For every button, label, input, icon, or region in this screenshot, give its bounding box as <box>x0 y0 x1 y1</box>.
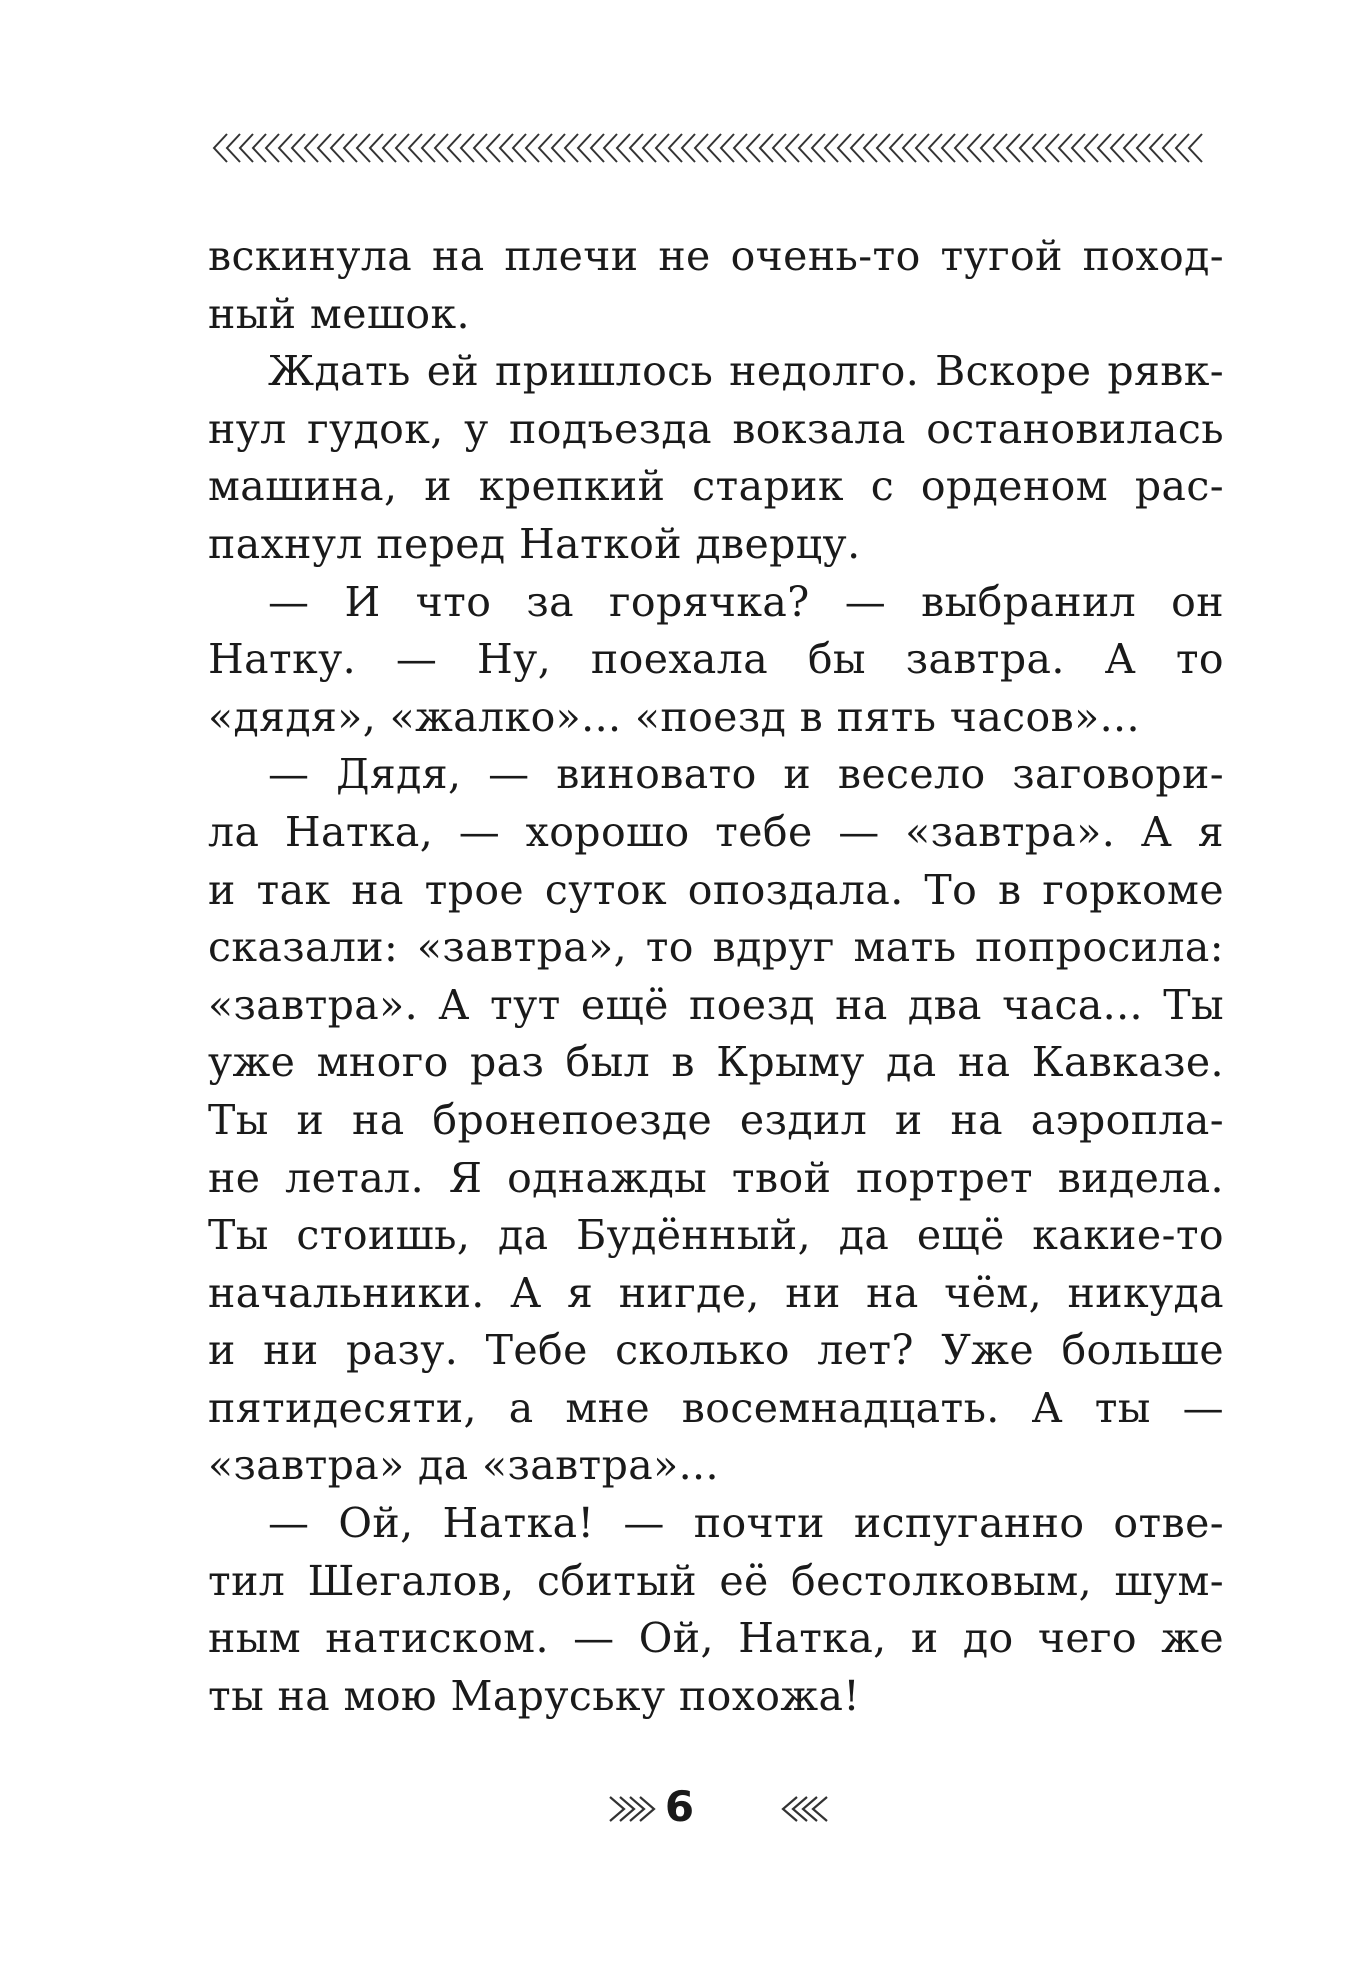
chevron-left-icon <box>1085 134 1098 162</box>
chevron-left-icon <box>773 134 786 162</box>
chevron-left-icon <box>708 134 721 162</box>
chevron-left-icon <box>1046 134 1059 162</box>
chevron-left-icon <box>396 134 409 162</box>
chevron-left-icon <box>409 134 422 162</box>
chevron-left-icon <box>448 134 461 162</box>
chevron-left-icon <box>1137 134 1150 162</box>
text-line: ты на мою Маруську похожа! <box>208 1671 861 1720</box>
text-line: пятидесяти, а мне восемнадцать. А ты — <box>208 1383 1224 1432</box>
chevron-left-icon <box>227 134 240 162</box>
chevron-left-icon <box>279 134 292 162</box>
header-chevron-ornament-icon <box>208 128 1224 168</box>
text-line: Ждать ей пришлось недолго. Вскоре рявк- <box>268 347 1224 396</box>
page-footer <box>0 1780 1359 1840</box>
chevron-left-icon <box>656 134 669 162</box>
text-line: — И что за горячка? — выбранил он <box>268 577 1224 626</box>
chevron-left-icon <box>331 134 344 162</box>
text-line: нул гудок, у подъезда вокзала остановилась <box>208 404 1224 453</box>
chevron-left-icon <box>929 134 942 162</box>
chevron-left-icon <box>604 134 617 162</box>
chevron-left-icon <box>760 134 773 162</box>
text-line: и так на трое суток опоздала. То в горкоме <box>208 865 1224 914</box>
paragraph <box>208 228 1224 343</box>
text-line: ный мешок. <box>208 289 470 338</box>
chevron-left-icon <box>903 134 916 162</box>
chevron-left-icon <box>1020 134 1033 162</box>
chevron-left-icon <box>955 134 968 162</box>
chevron-left-icon <box>292 134 305 162</box>
chevron-left-icon <box>942 134 955 162</box>
chevron-left-icon <box>1007 134 1020 162</box>
chevron-left-icon <box>968 134 981 162</box>
chevron-left-icon <box>812 134 825 162</box>
paragraph <box>208 1495 1224 1725</box>
chevron-left-icon <box>643 134 656 162</box>
chevron-left-icon <box>890 134 903 162</box>
chevron-left-icon <box>916 134 929 162</box>
text-line: уже много раз был в Крыму да на Кавказе. <box>208 1038 1224 1087</box>
chevron-left-icon <box>1098 134 1111 162</box>
text-line: «завтра». А тут ещё поезд на два часа... Ты <box>208 980 1224 1029</box>
text-line: Натку. — Ну, поехала бы завтра. А то <box>208 635 1224 684</box>
text-line: «завтра» да «завтра»... <box>208 1441 719 1490</box>
chevron-left-icon <box>253 134 266 162</box>
chevron-left-icon <box>500 134 513 162</box>
chevron-left-icon <box>240 134 253 162</box>
text-line: — Дядя, — виновато и весело заговори- <box>268 750 1224 799</box>
chevron-left-icon <box>630 134 643 162</box>
chevron-left-icon <box>1163 134 1176 162</box>
text-line: тил Шегалов, сбитый её бестолковым, шум- <box>208 1556 1224 1605</box>
chevron-left-icon <box>305 134 318 162</box>
chevron-left-icon <box>799 134 812 162</box>
chevron-left-icon <box>422 134 435 162</box>
chevron-left-icon <box>786 134 799 162</box>
chevron-left-icon <box>747 134 760 162</box>
chevron-left-icon <box>487 134 500 162</box>
text-line: — Ой, Натка! — почти испуганно отве- <box>268 1499 1224 1548</box>
chevron-left-icon <box>513 134 526 162</box>
text-line: начальники. А я нигде, ни на чём, никуда <box>208 1268 1224 1317</box>
chevron-left-icon <box>1072 134 1085 162</box>
text-line: вскинула на плечи не очень-то тугой поход- <box>208 232 1224 280</box>
chevron-left-icon <box>474 134 487 162</box>
chevron-left-icon <box>214 134 227 162</box>
chevron-left-icon <box>565 134 578 162</box>
page-body-text <box>208 228 1224 1725</box>
chevron-left-icon <box>266 134 279 162</box>
chevron-left-icon <box>1033 134 1046 162</box>
chevron-left-icon <box>1189 134 1202 162</box>
text-line: машина, и крепкий старик с орденом рас- <box>208 462 1224 511</box>
chevron-left-icon <box>1059 134 1072 162</box>
chevron-left-icon <box>994 134 1007 162</box>
text-line: ным натиском. — Ой, Натка, и до чего же <box>208 1614 1224 1663</box>
paragraph <box>208 746 1224 1495</box>
chevron-left-icon <box>539 134 552 162</box>
chevron-left-icon <box>435 134 448 162</box>
chevron-left-icon <box>591 134 604 162</box>
chevron-left-icon <box>344 134 357 162</box>
chevron-left-icon <box>851 134 864 162</box>
chevron-left-icon <box>734 134 747 162</box>
text-line: и ни разу. Тебе сколько лет? Уже больше <box>208 1326 1224 1375</box>
chevron-left-icon <box>1150 134 1163 162</box>
text-line: не летал. Я однажды твой портрет видела. <box>208 1153 1224 1202</box>
chevron-left-icon <box>682 134 695 162</box>
paragraph <box>208 574 1224 747</box>
chevron-left-icon <box>552 134 565 162</box>
chevron-left-icon <box>695 134 708 162</box>
page-number: 6 <box>664 1782 695 1831</box>
chevron-left-icon <box>617 134 630 162</box>
chevron-left-icon <box>370 134 383 162</box>
chevron-left-icon <box>526 134 539 162</box>
chevron-left-icon <box>721 134 734 162</box>
chevrons-left-icon <box>769 1792 829 1826</box>
text-line: сказали: «завтра», то вдруг мать попросила: <box>208 923 1224 972</box>
paragraph <box>208 343 1224 573</box>
chevron-left-icon <box>318 134 331 162</box>
chevron-left-icon <box>1124 134 1137 162</box>
chevron-left-icon <box>357 134 370 162</box>
chevron-left-icon <box>669 134 682 162</box>
chevron-left-icon <box>825 134 838 162</box>
chevron-left-icon <box>1176 134 1189 162</box>
chevron-left-icon <box>864 134 877 162</box>
text-line: Ты и на бронепоезде ездил и на аэропла- <box>208 1095 1224 1144</box>
text-line: пахнул перед Наткой дверцу. <box>208 519 861 568</box>
chevron-left-icon <box>383 134 396 162</box>
chevron-left-icon <box>1111 134 1124 162</box>
chevron-left-icon <box>578 134 591 162</box>
chevron-left-icon <box>877 134 890 162</box>
chevron-left-icon <box>461 134 474 162</box>
chevron-left-icon <box>981 134 994 162</box>
chevron-left-icon <box>838 134 851 162</box>
text-line: Ты стоишь, да Будённый, да ещё какие-то <box>208 1211 1224 1260</box>
text-line: «дядя», «жалко»... «поезд в пять часов»... <box>208 692 1140 741</box>
text-line: ла Натка, — хорошо тебе — «завтра». А я <box>208 807 1224 856</box>
